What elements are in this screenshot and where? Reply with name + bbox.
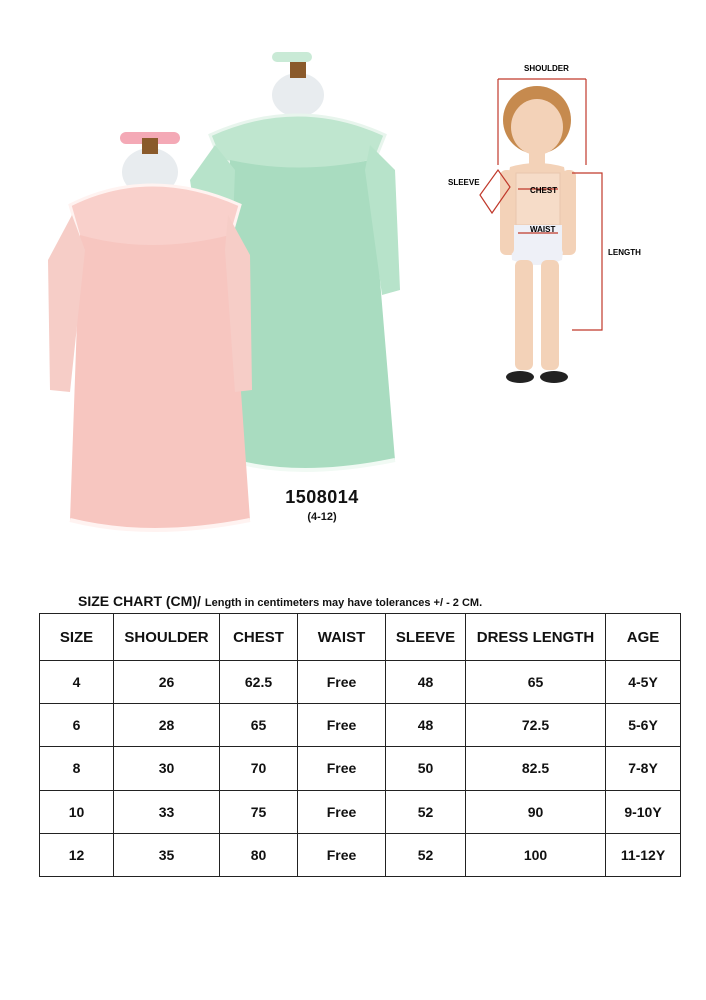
table-cell: Free [298, 704, 386, 747]
table-cell: Free [298, 661, 386, 704]
table-cell: 65 [466, 661, 606, 704]
table-cell: 90 [466, 790, 606, 833]
table-cell: 7-8Y [606, 747, 681, 790]
table-cell: Free [298, 833, 386, 876]
column-header: SLEEVE [386, 614, 466, 661]
length-label: LENGTH [608, 248, 641, 257]
table-row [40, 790, 681, 833]
table-cell: 30 [114, 747, 220, 790]
table-cell: 28 [114, 704, 220, 747]
table-cell: 65 [220, 704, 298, 747]
table-cell: 72.5 [466, 704, 606, 747]
measurement-diagram [440, 55, 660, 395]
table-cell: 62.5 [220, 661, 298, 704]
column-header: SHOULDER [114, 614, 220, 661]
table-cell: 80 [220, 833, 298, 876]
product-code: 1508014 [285, 487, 359, 507]
table-cell: 6 [40, 704, 114, 747]
size-chart-table [39, 613, 681, 877]
product-size-range: (4-12) [307, 511, 337, 523]
table-cell: 8 [40, 747, 114, 790]
size-chart-title: SIZE CHART (CM)/ [78, 593, 201, 609]
table-cell: 82.5 [466, 747, 606, 790]
shoulder-label: SHOULDER [524, 64, 569, 73]
column-header: CHEST [220, 614, 298, 661]
table-cell: 5-6Y [606, 704, 681, 747]
table-cell: 50 [386, 747, 466, 790]
table-cell: 4-5Y [606, 661, 681, 704]
column-header: AGE [606, 614, 681, 661]
table-cell: 33 [114, 790, 220, 833]
table-row [40, 833, 681, 876]
size-chart-heading [78, 593, 482, 611]
table-cell: 70 [220, 747, 298, 790]
sleeve-label: SLEEVE [448, 178, 480, 187]
table-row [40, 704, 681, 747]
column-header: DRESS LENGTH [466, 614, 606, 661]
table-cell: 4 [40, 661, 114, 704]
table-cell: 35 [114, 833, 220, 876]
table-cell: 75 [220, 790, 298, 833]
column-header: WAIST [298, 614, 386, 661]
table-cell: 48 [386, 661, 466, 704]
column-header: SIZE [40, 614, 114, 661]
chest-label: CHEST [530, 186, 558, 195]
waist-label: WAIST [530, 225, 556, 234]
table-cell: 9-10Y [606, 790, 681, 833]
table-cell: 11-12Y [606, 833, 681, 876]
table-cell: Free [298, 747, 386, 790]
table-cell: 48 [386, 704, 466, 747]
table-row [40, 661, 681, 704]
table-cell: 10 [40, 790, 114, 833]
table-cell: 26 [114, 661, 220, 704]
table-cell: Free [298, 790, 386, 833]
table-cell: 52 [386, 790, 466, 833]
dress-product-photo [40, 40, 420, 540]
table-header-row [40, 614, 681, 661]
child-figure-illustration [500, 86, 576, 383]
table-cell: 100 [466, 833, 606, 876]
size-chart-tolerance-note: Length in centimeters may have tolerances +/ - 2 CM. [204, 597, 483, 609]
table-row [40, 747, 681, 790]
table-cell: 12 [40, 833, 114, 876]
table-cell: 52 [386, 833, 466, 876]
